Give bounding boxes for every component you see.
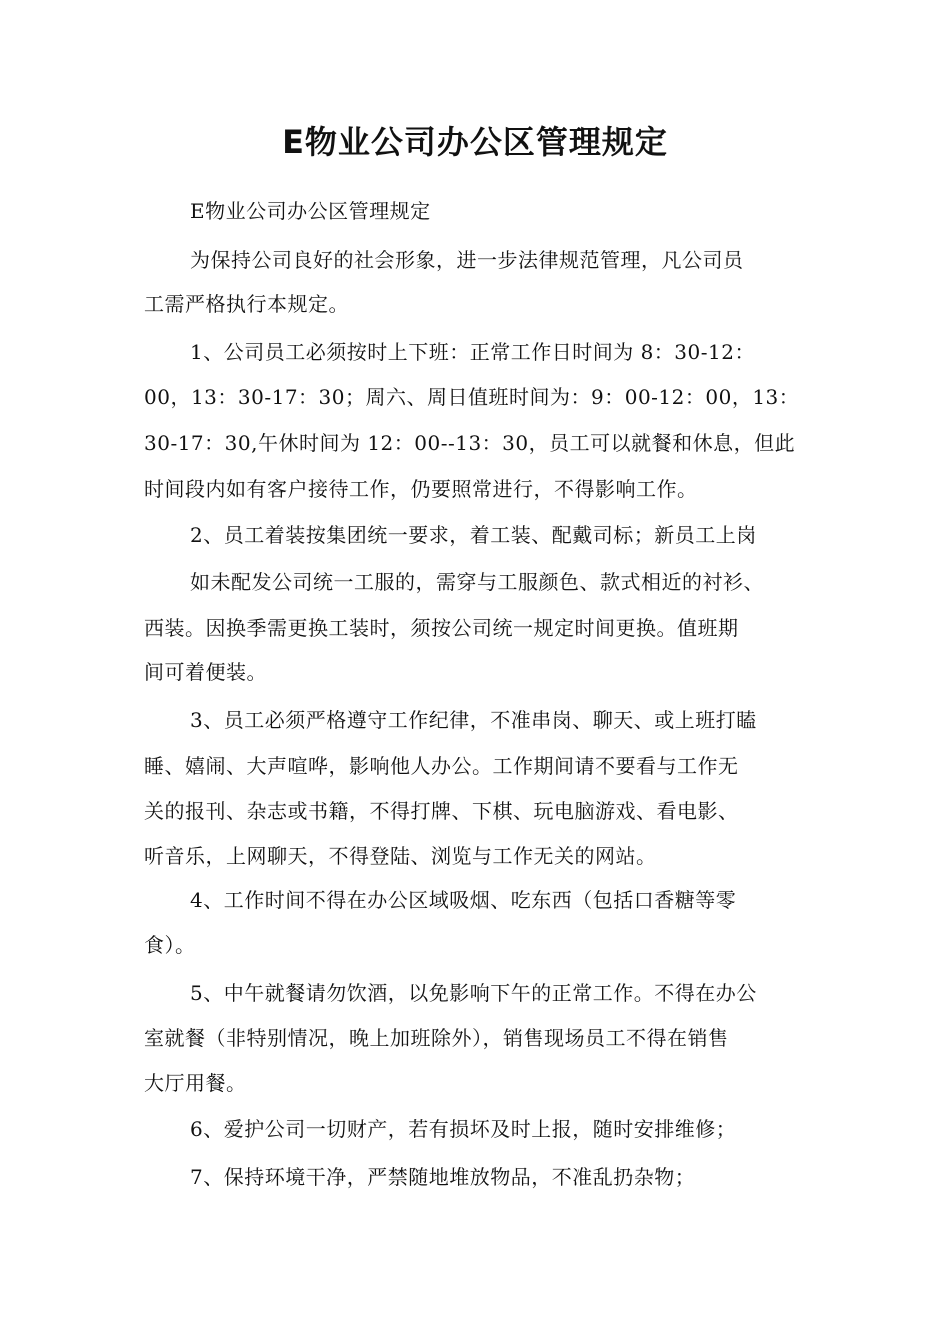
rule-4-line: 食）。 xyxy=(144,933,196,957)
rule-5-line: 5、中午就餐请勿饮酒，以免影响下午的正常工作。不得在办公 xyxy=(190,981,757,1005)
document-title: E物业公司办公区管理规定 xyxy=(282,123,668,161)
rule-2-line: 2、员工着装按集团统一要求，着工装、配戴司标；新员工上岗 xyxy=(190,523,757,547)
rule-4-line: 4、工作时间不得在办公区域吸烟、吃东西（包括口香糖等零 xyxy=(190,888,737,912)
paragraph-intro-line: 为保持公司良好的社会形象，进一步法律规范管理，凡公司员 xyxy=(190,248,744,272)
rule-1-line: 1、公司员工必须按时上下班：正常工作日时间为 8：30-12： xyxy=(190,340,755,364)
rule-5-line: 室就餐（非特别情况，晚上加班除外），销售现场员工不得在销售 xyxy=(144,1026,729,1050)
rule-1-line: 30-17：30,午休时间为 12：00--13：30，员工可以就餐和休息，但此 xyxy=(144,431,796,455)
rule-3-line: 听音乐，上网聊天，不得登陆、浏览与工作无关的网站。 xyxy=(144,844,657,868)
rule-6-line: 6、爱护公司一切财产，若有损坏及时上报，随时安排维修； xyxy=(190,1117,737,1141)
rule-3-line: 关的报刊、杂志或书籍，不得打牌、下棋、玩电脑游戏、看电影、 xyxy=(144,799,739,823)
rule-1-line: 时间段内如有客户接待工作，仍要照常进行，不得影响工作。 xyxy=(144,477,698,501)
document-subtitle: E物业公司办公区管理规定 xyxy=(190,199,431,223)
rule-1-line: 00，13：30-17：30；周六、周日值班时间为：9：00-12：00，13： xyxy=(144,385,800,409)
rule-2-continuation-line: 如未配发公司统一工服的，需穿与工服颜色、款式相近的衬衫、 xyxy=(190,570,764,594)
rule-3-line: 睡、嬉闹、大声喧哗，影响他人办公。工作期间请不要看与工作无 xyxy=(144,754,739,778)
paragraph-intro-line: 工需严格执行本规定。 xyxy=(144,292,349,316)
rule-2-continuation-line: 间可着便装。 xyxy=(144,660,267,684)
rule-2-continuation-line: 西装。因换季需更换工装时，须按公司统一规定时间更换。值班期 xyxy=(144,616,739,640)
rule-5-line: 大厅用餐。 xyxy=(144,1071,247,1095)
rule-3-line: 3、员工必须严格遵守工作纪律，不准串岗、聊天、或上班打瞌 xyxy=(190,708,757,732)
rule-7-line: 7、保持环境干净，严禁随地堆放物品，不准乱扔杂物； xyxy=(190,1165,696,1189)
